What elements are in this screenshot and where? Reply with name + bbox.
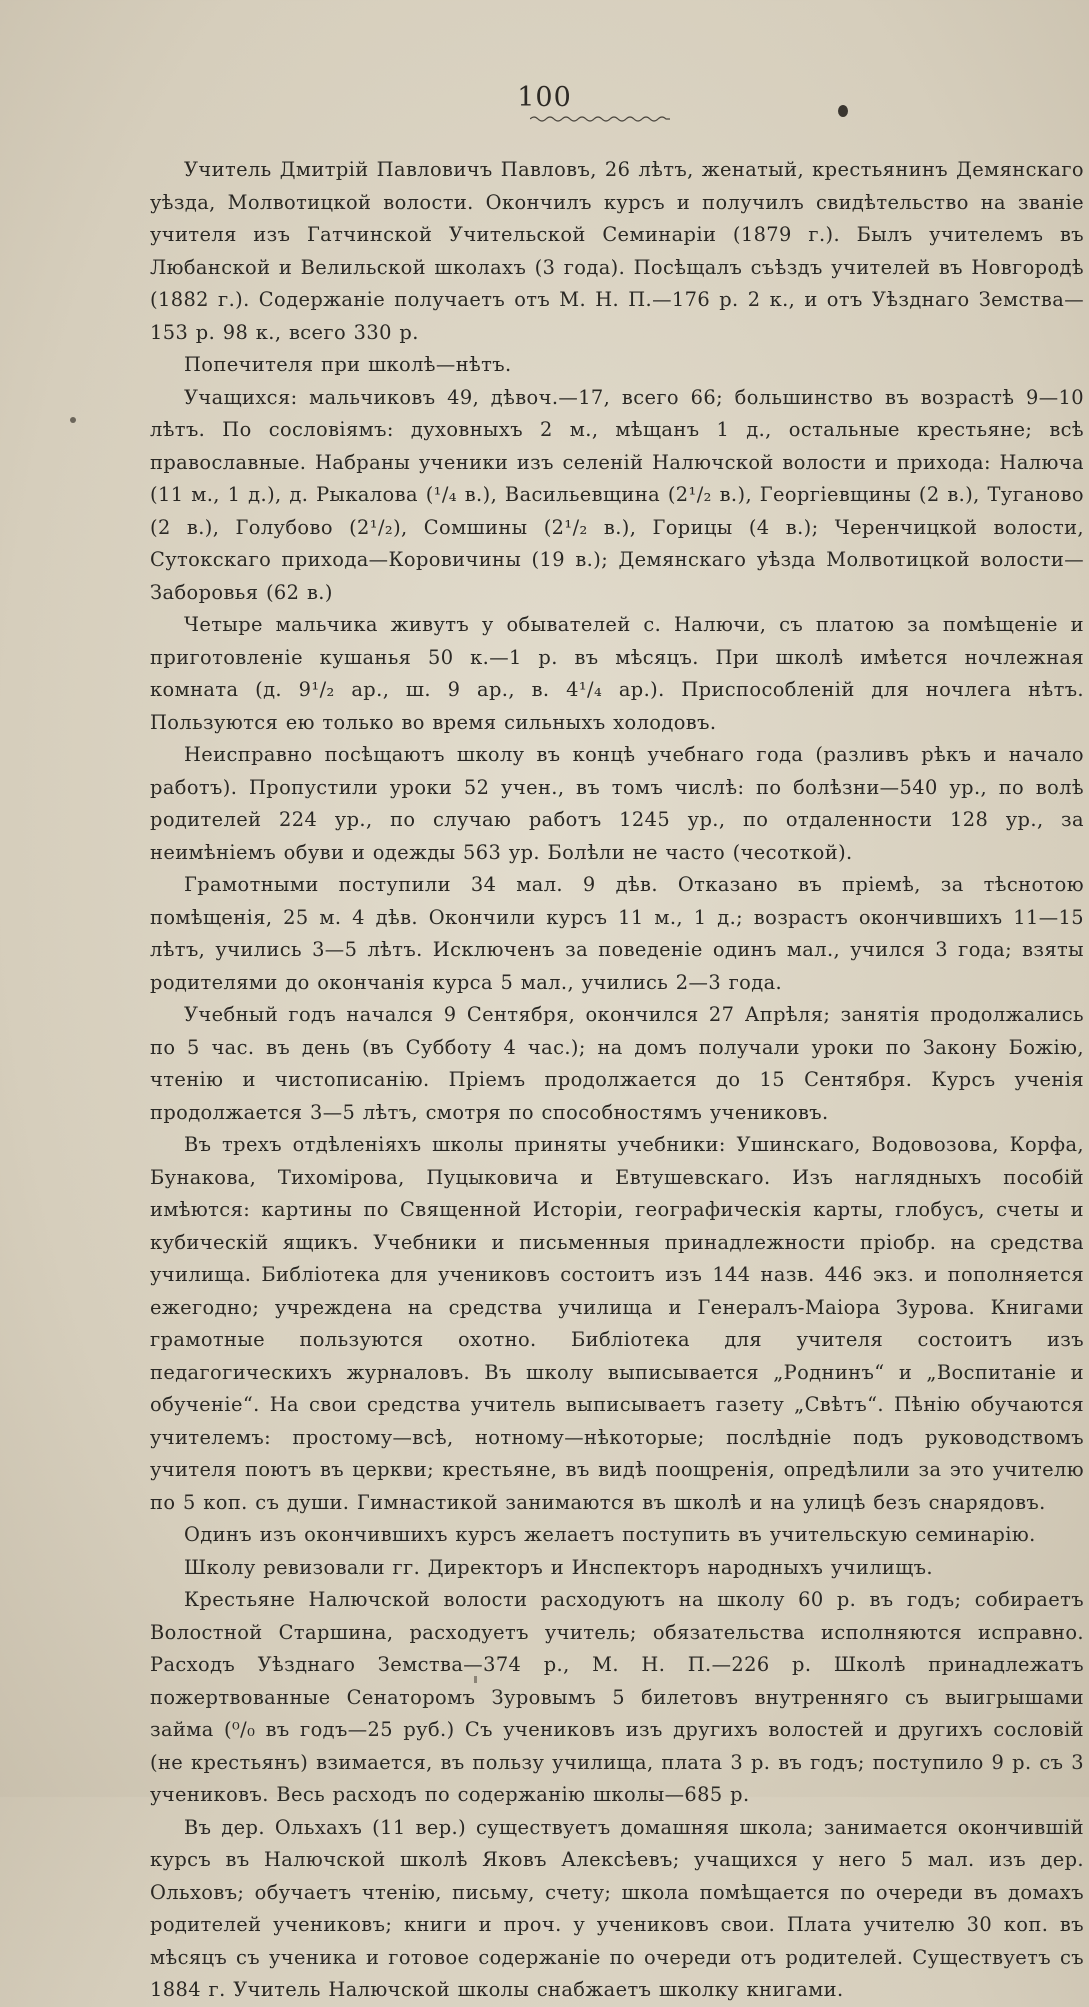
paragraph-school-year: Учебный годъ начался 9 Сентября, окончился 27 Апрѣля; занятія продолжались по 5 час. въ день (въ Субботу 4 час.); на домъ получали уроки по Закону Божію, чтенію и чистописанію. Пріемъ продолжается до 15 Сентября. Курсъ ученія продолжается 3—5 лѣтъ, смотря по способностямъ учениковъ. xyxy=(150,1003,1084,1124)
paragraph-teacher: Учитель Дмитрій Павловичъ Павловъ, 26 лѣтъ, женатый, крестьянинъ Демянскаго уѣзда, Молвотицкой волости. Окончилъ курсъ и получилъ свидѣтельство на званіе учителя изъ Гатчинской Учительской Семинаріи (1879 г.). Былъ учителемъ въ Любанской и Велильской школахъ (3 года). Посѣщалъ съѣздъ учителей въ Новгородѣ (1882 г.). Содержаніе получаетъ отъ М. Н. П.—176 р. 2 к., и отъ Уѣзднаго Земства—153 р. 98 к., всего 330 р. xyxy=(150,158,1084,344)
paragraph-pupils: Учащихся: мальчиковъ 49, дѣвоч.—17, всего 66; большинство въ возрастѣ 9—10 лѣтъ. По сословіямъ: духовныхъ 2 м., мѣщанъ 1 д., остальные крестьяне; всѣ православные. Набраны ученики изъ селеній Налючской волости и прихода: Налюча (11 м., 1 д.), д. Рыкалова (¹/₄ в.), Васильевщина (2¹/₂ в.), Георгіевщины (2 в.), Туганово (2 в.), Голубово (2¹/₂), Сомшины (2¹/₂ в.), Горицы (4 в.); Черенчицкой волости, Сутокскаго прихода—Коровичины (19 в.); Демянскаго уѣзда Молвотицкой волости—Заборовья (62 в.) xyxy=(150,385,1084,604)
bottom-speck xyxy=(474,1676,477,1683)
paragraph-lodging: Четыре мальчика живутъ у обывателей с. Налючи, съ платою за помѣщеніе и приготовленіе кушанья 50 к.—1 р. въ мѣсяцъ. При школѣ имѣется ночлежная комната (д. 9¹/₂ ар., ш. 9 ар., в. 4¹/₄ ар.). Приспособленій для ночлега нѣтъ. Пользуются ею только во время сильныхъ холодовъ. xyxy=(150,613,1084,734)
paragraph-attendance: Неисправно посѣщаютъ школу въ концѣ учебнаго года (разливъ рѣкъ и начало работъ). Пропустили уроки 52 учен., въ томъ числѣ: по болѣзни—540 ур., по волѣ родителей 224 ур., по случаю работъ 1245 ур., по отдаленности 128 ур., за неимѣніемъ обуви и одежды 563 ур. Болѣли не часто (чесоткой). xyxy=(150,743,1084,864)
page-body xyxy=(150,154,1084,2007)
paragraph-home-school: Въ дер. Ольхахъ (11 вер.) существуетъ домашняя школа; занимается окончившій курсъ въ Налючской школѣ Яковъ Алексѣевъ; учащихся у него 5 мал. изъ дер. Ольховъ; обучаетъ чтенію, письму, счету; школа помѣщается по очереди въ домахъ родителей учениковъ; книги и проч. у учениковъ свои. Плата учителю 30 коп. въ мѣсяцъ съ ученика и готовое содержаніе по очереди отъ родителей. Существуетъ съ 1884 г. Учитель Налючской школы снабжаетъ школку книгами. xyxy=(150,1815,1084,2001)
paragraph-textbooks: Въ трехъ отдѣленіяхъ школы приняты учебники: Ушинскаго, Водовозова, Корфа, Бунакова, Тихоміровa, Пуцыковича и Евтушевскаго. Изъ наглядныхъ пособій имѣются: картины по Священной Исторіи, географическія карты, глобусъ, счеты и кубическій ящикъ. Учебники и письменныя принадлежности пріобр. на средства училища. Библіотека для учениковъ состоитъ изъ 144 назв. 446 экз. и пополняется ежегодно; учреждена на средства училища и Генералъ-Маіора Зурова. Книгами грамотные пользуются охотно. Библіотека для учителя состоитъ изъ педагогическихъ журналовъ. Въ школу выписывается „Роднинъ“ и „Воспитаніе и обученіе“. На свои средства учитель выписываетъ газету „Свѣтъ“. Пѣнію обучаются учителемъ: простому—всѣ, нотному—нѣкоторые; послѣдніе подъ руководствомъ учителя поютъ въ церкви; крестьяне, въ видѣ поощренія, опредѣлили за это учителю по 5 коп. съ души. Гимнастикой занимаются въ школѣ и на улицѣ безъ снарядовъ. xyxy=(150,1133,1084,1514)
margin-speck xyxy=(70,417,76,423)
page-number: 100 xyxy=(517,82,572,113)
decorative-wavy-rule xyxy=(530,114,670,124)
ink-dot-mark xyxy=(838,105,848,117)
paragraph-inspection: Школу ревизовали гг. Директоръ и Инспекторъ народныхъ училищъ. xyxy=(184,1555,933,1579)
paragraph-trustee: Попечителя при школѣ—нѣтъ. xyxy=(184,353,512,376)
paragraph-expenses: Крестьяне Налючской волости расходуютъ на школу 60 р. въ годъ; собираетъ Волостной Старшина, расходуетъ учитель; обязательства исполняются исправно. Расходъ Уѣзднаго Земства—374 р., М. Н. П.—226 р. Школѣ принадлежатъ пожертвованные Сенаторомъ Зуровымъ 5 билетовъ внутренняго съ выигрышами займа (⁰/₀ въ годъ—25 руб.) Съ учениковъ изъ другихъ волостей и другихъ сословій (не крестьянъ) взимается, въ пользу училища, плата 3 р. въ годъ; поступило 9 р. съ 3 учениковъ. Весь расходъ по содержанію школы—685 р. xyxy=(150,1588,1084,1806)
paragraph-seminary: Одинъ изъ окончившихъ курсъ желаетъ поступить въ учительскую семинарію. xyxy=(184,1523,1036,1546)
paragraph-admission: Грамотными поступили 34 мал. 9 дѣв. Отказано въ пріемѣ, за тѣснотою помѣщенія, 25 м. 4 дѣв. Окончили курсъ 11 м., 1 д.; возрастъ окончившихъ 11—15 лѣтъ, учились 3—5 лѣтъ. Исключенъ за поведеніе одинъ мал., учился 3 года; взяты родителями до окончанія курса 5 мал., учились 2—3 года. xyxy=(150,873,1084,994)
